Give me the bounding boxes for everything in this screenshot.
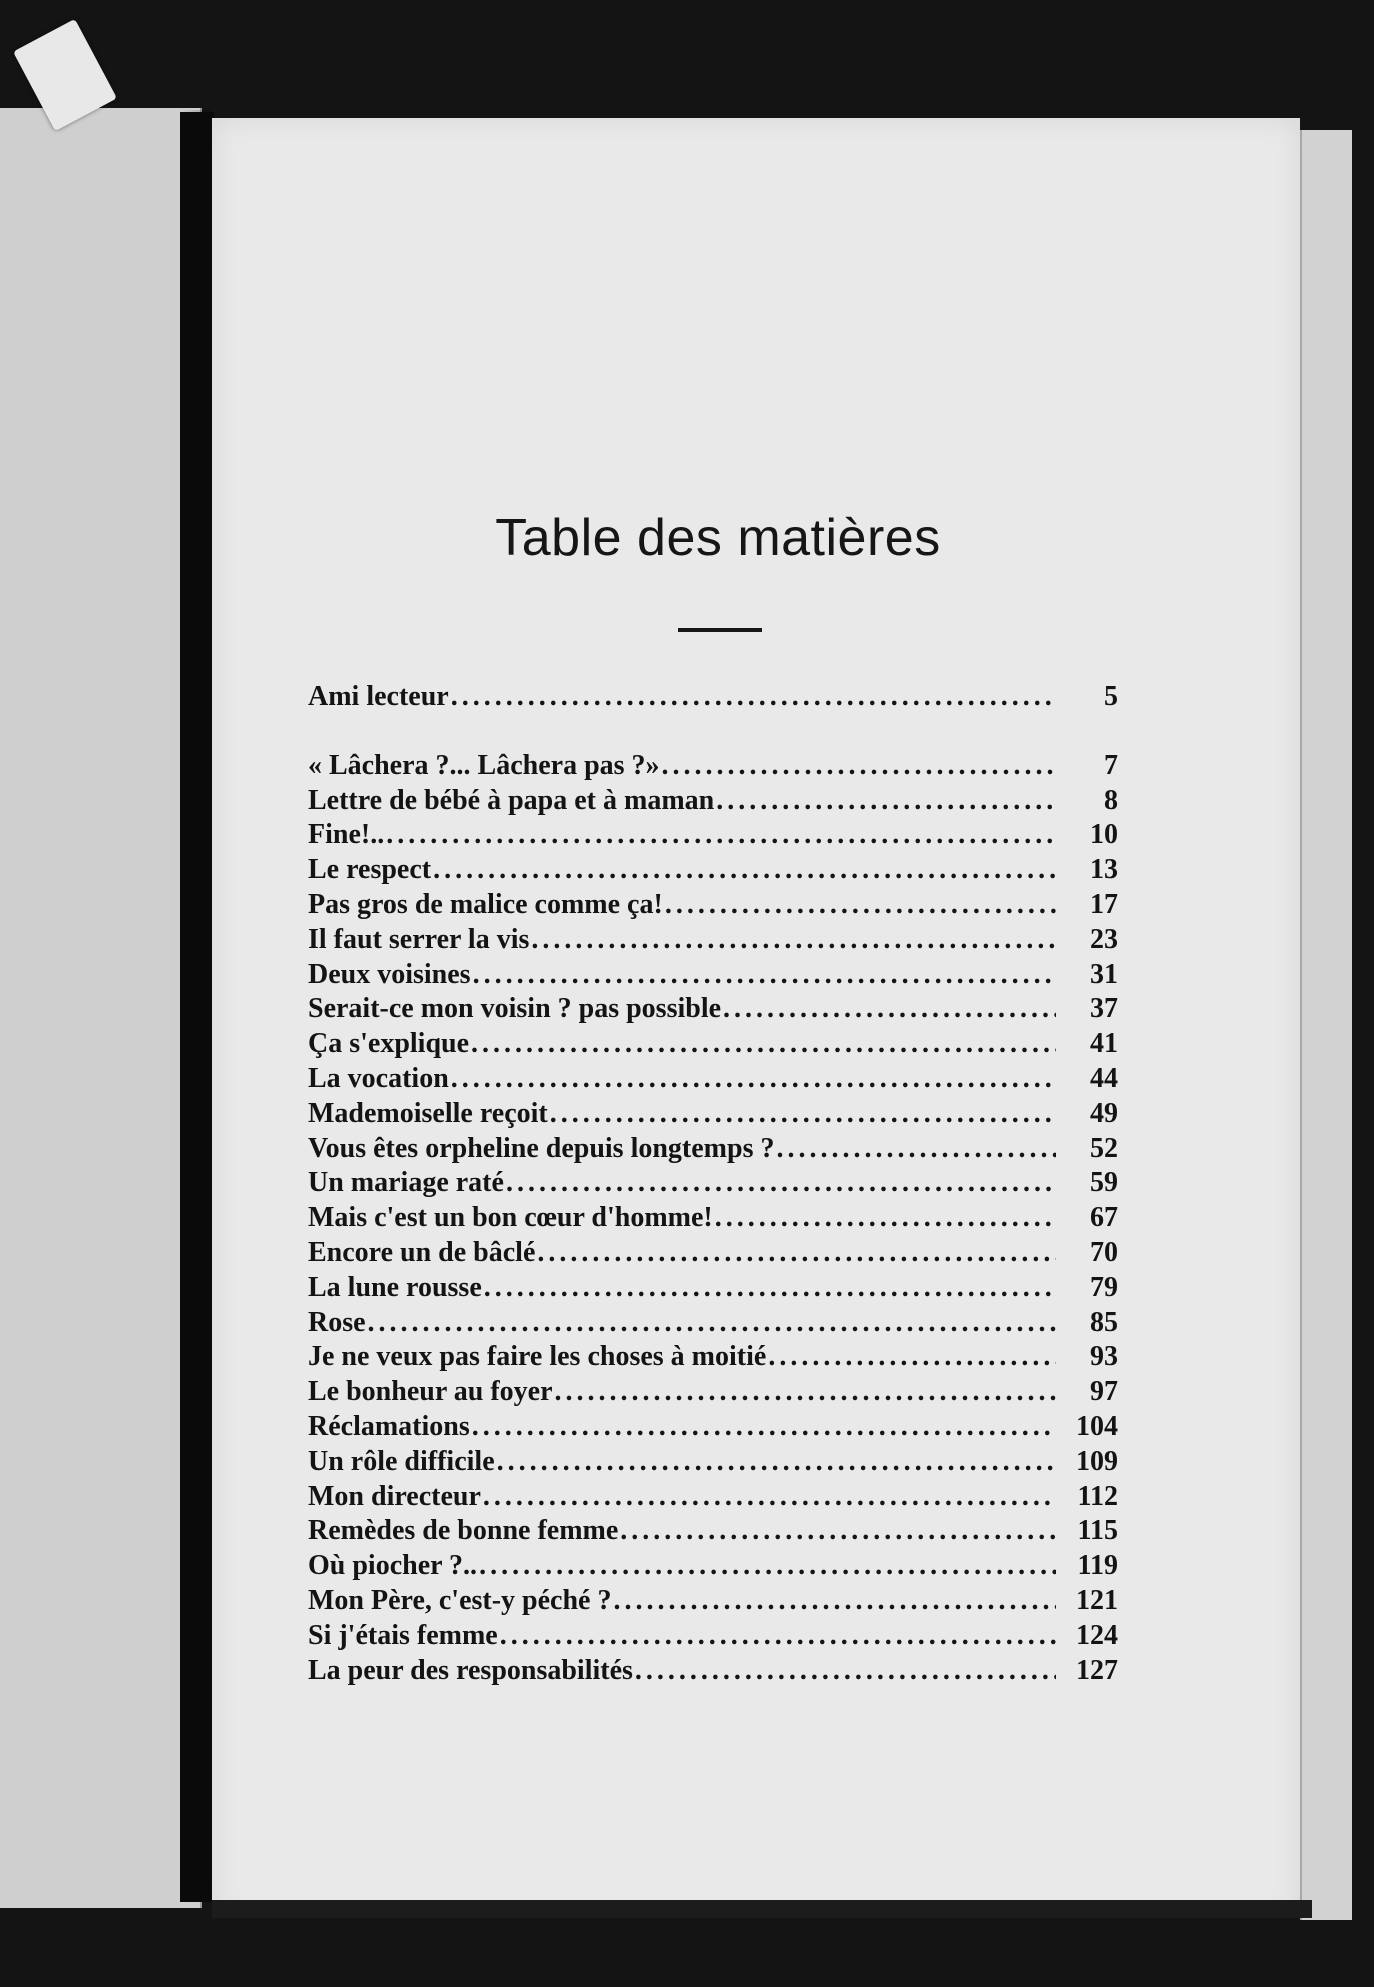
toc-entry [308,1062,1118,1097]
toc-entry [308,1166,1118,1201]
toc-entry-label: Où piocher ?.. [308,1550,478,1582]
toc-entry-page: 67 [1090,1202,1118,1234]
toc-entry [308,992,1118,1027]
toc-dot-leader [768,1340,1056,1375]
toc-dot-leader [368,1306,1056,1341]
bottom-shadow [212,1900,1312,1918]
toc-entry-page: 37 [1090,993,1118,1025]
toc-entry-label: Vous êtes orpheline depuis longtemps ? [308,1132,775,1164]
toc-entry-page: 112 [1077,1480,1118,1512]
toc-entry [308,888,1118,923]
toc-entry-label: Ça s'explique [308,1028,470,1060]
toc-entry-label: Un mariage raté [308,1167,504,1199]
toc-dot-leader [497,1445,1056,1480]
toc-entry-page: 41 [1090,1028,1118,1060]
toc-entry [308,1584,1118,1619]
toc-entry-page: 115 [1077,1515,1118,1547]
toc-dot-leader [506,1166,1056,1201]
toc-dot-leader [433,853,1056,888]
toc-entry-label: Deux voisines [308,958,471,990]
toc-entry-page: 23 [1090,923,1118,955]
toc-entry [308,1549,1118,1584]
toc-entry-page: 127 [1076,1654,1118,1686]
toc-entry-label: « Lâchera ?... Lâchera pas ?» [308,749,660,781]
toc-entry-page: 79 [1090,1271,1118,1303]
toc-entry [308,749,1118,784]
toc-entry-label: Le respect [308,854,432,886]
toc-entry-label: Serait-ce mon voisin ? pas possible [308,993,722,1025]
toc-dot-leader [662,749,1056,784]
toc-entry [308,1410,1118,1445]
toc-entry-label: Le bonheur au foyer [308,1376,553,1408]
toc-entry [308,1097,1118,1132]
toc-entry-page: 93 [1090,1341,1118,1373]
toc-entry-page: 49 [1090,1097,1118,1129]
toc-entry-label: Pas gros de malice comme ça! [308,888,663,920]
toc-dot-leader [555,1375,1057,1410]
toc-dot-leader [451,1062,1056,1097]
toc-dot-leader [614,1584,1057,1619]
page-title: Table des matières [495,509,941,567]
toc-entry [308,1201,1118,1236]
toc-entry-label: La peur des responsabilités [308,1654,633,1686]
toc-dot-leader [635,1654,1056,1689]
toc-dot-leader [665,888,1056,923]
page-edge [1300,130,1352,1920]
toc-entry-page: 97 [1090,1376,1118,1408]
toc-entry-label: Mon Père, c'est-y péché ? [308,1584,612,1616]
toc-entry [308,1480,1118,1515]
toc-entry-page: 119 [1077,1550,1118,1582]
toc-dot-leader [484,1271,1056,1306]
toc-entry-page: 44 [1090,1062,1118,1094]
toc-entry-label: Ami lecteur [308,681,449,712]
toc-dot-leader [483,1480,1056,1515]
toc-dot-leader [500,1619,1056,1654]
toc-entry-page: 104 [1076,1410,1118,1442]
toc-entry [308,1375,1118,1410]
toc-entry-label: Réclamations [308,1410,470,1442]
toc-entry-label: Fine!.. [308,819,385,851]
toc-entry-label: Encore un de bâclé [308,1236,536,1268]
toc-entry-page: 59 [1090,1167,1118,1199]
toc-entry [308,818,1118,853]
toc-entry-page: 10 [1090,819,1118,851]
toc-dot-leader [386,818,1056,853]
toc-dot-leader [715,1201,1056,1236]
toc-entry [308,680,1118,715]
toc-entry-page: 70 [1090,1236,1118,1268]
toc-entry-label: Lettre de bébé à papa et à maman [308,784,715,816]
toc-entry-label: Mais c'est un bon cœur d'homme! [308,1202,713,1234]
toc-entry-label: Remèdes de bonne femme [308,1515,619,1547]
toc-dot-leader [537,1236,1056,1271]
toc-entry-label: La vocation [308,1062,449,1094]
toc-entry-label: Mon directeur [308,1480,481,1512]
toc-dot-leader [531,923,1056,958]
toc-entry-page: 7 [1104,749,1118,781]
toc-entry-label: Il faut serrer la vis [308,923,530,955]
toc-entry [308,923,1118,958]
toc-entry-label: Un rôle difficile [308,1445,495,1477]
toc-entry [308,958,1118,993]
toc-entry-page: 124 [1076,1619,1118,1651]
toc-entry [308,1027,1118,1062]
toc-entry-page: 5 [1104,681,1118,712]
toc-entry [308,1654,1118,1689]
toc-dot-leader [620,1514,1056,1549]
toc-dot-leader [472,1410,1056,1445]
toc-dot-leader [451,680,1056,715]
toc-entry-page: 17 [1090,888,1118,920]
toc-list [308,680,1118,1688]
toc-entry [308,1132,1118,1167]
toc-entry-page: 31 [1090,958,1118,990]
toc-entry-label: Si j'étais femme [308,1619,498,1651]
toc-entry [308,1619,1118,1654]
toc-dot-leader [776,1132,1056,1167]
toc-dot-leader [479,1549,1056,1584]
toc-dot-leader [471,1027,1056,1062]
toc-entry-label: La lune rousse [308,1271,482,1303]
toc-entry [308,1271,1118,1306]
toc-entry-page: 85 [1090,1306,1118,1338]
toc-dot-leader [716,784,1056,819]
book-spine [180,112,214,1902]
toc-entry [308,1236,1118,1271]
toc-entry [308,1340,1118,1375]
toc-entry-page: 13 [1090,854,1118,886]
title-rule [678,628,762,632]
toc-dot-leader [550,1097,1056,1132]
toc-entry [308,1306,1118,1341]
toc-entry-label: Je ne veux pas faire les choses à moitié [308,1341,767,1373]
toc-entry-label: Mademoiselle reçoit [308,1097,548,1129]
left-page [0,108,202,1908]
toc-entry [308,1514,1118,1549]
toc-entry [308,853,1118,888]
toc-dot-leader [723,992,1056,1027]
toc-entry-label: Rose [308,1306,366,1338]
toc-entry [308,1445,1118,1480]
toc-dot-leader [473,958,1056,993]
toc-entry-page: 109 [1076,1445,1118,1477]
toc-entry-page: 8 [1104,784,1118,816]
toc-entry-page: 52 [1090,1132,1118,1164]
toc-entry [308,784,1118,819]
toc-entry-page: 121 [1076,1584,1118,1616]
